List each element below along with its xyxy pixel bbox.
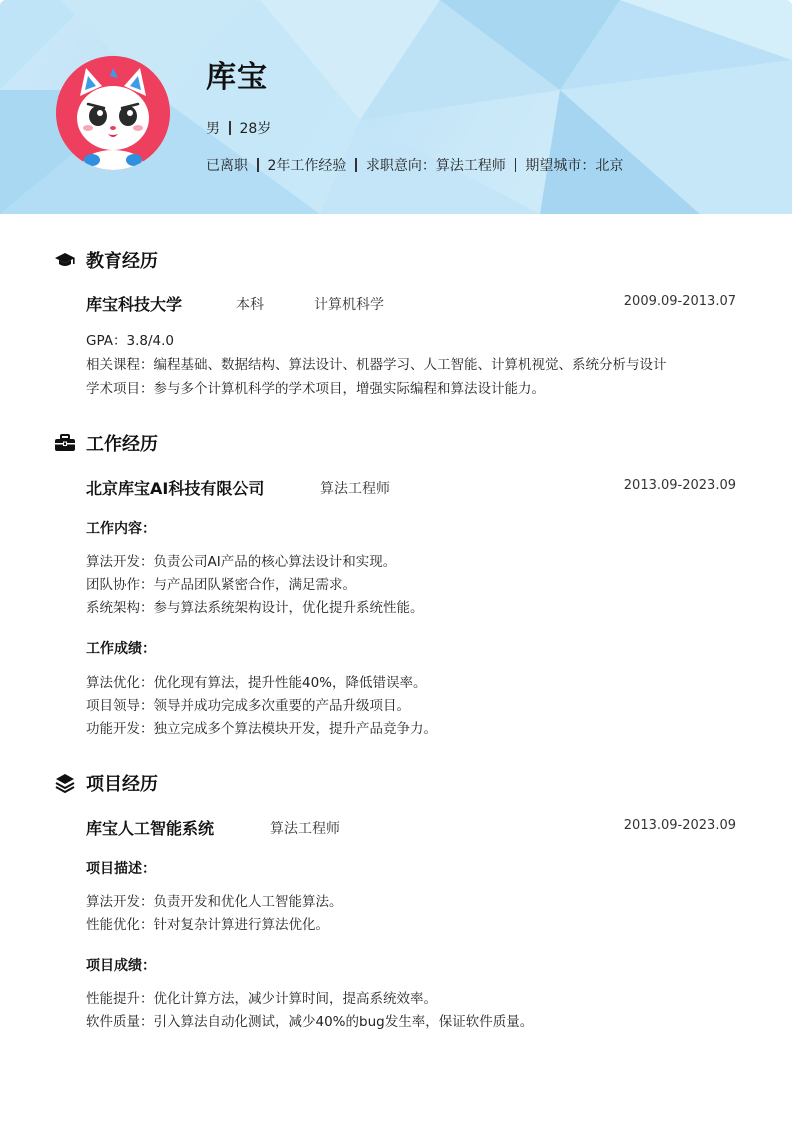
- work-result-line: 项目领导：领导并成功完成多次重要的产品升级项目。: [86, 698, 410, 714]
- education-date: 2009.09-2013.07: [623, 294, 736, 309]
- project-desc-line: 算法开发：负责开发和优化人工智能算法。: [86, 894, 343, 910]
- city-text: 期望城市：北京: [525, 158, 624, 174]
- avatar: [56, 56, 170, 170]
- major-text: 计算机科学: [314, 297, 384, 313]
- degree-text: 本科: [236, 297, 264, 313]
- graduation-cap-icon: [54, 249, 76, 271]
- work-content-title: 工作内容：: [86, 521, 156, 537]
- job-info-line: [206, 155, 623, 175]
- project-section-title: [54, 770, 158, 796]
- work-section-title: [54, 430, 158, 456]
- work-date: 2013.09-2023.09: [623, 478, 736, 493]
- work-result-line: 功能开发：独立完成多个算法模块开发，提升产品竞争力。: [86, 721, 437, 737]
- status-text: 已离职: [206, 158, 248, 174]
- project-result-line: 软件质量：引入算法自动化测试，减少40%的bug发生率，保证软件质量。: [86, 1014, 534, 1030]
- section-title-text: 教育经历: [86, 251, 158, 272]
- briefcase-icon: [54, 432, 76, 454]
- education-line: GPA：3.8/4.0: [86, 333, 174, 349]
- education-line: 学术项目：参与多个计算机科学的学术项目，增强实际编程和算法设计能力。: [86, 381, 545, 397]
- layers-icon: [54, 772, 76, 794]
- project-date: 2013.09-2023.09: [623, 818, 736, 833]
- education-line: 相关课程：编程基础、数据结构、算法设计、机器学习、人工智能、计算机视觉、系统分析与设计: [86, 357, 667, 373]
- project-role-text: 算法工程师: [270, 821, 340, 837]
- section-title-text: 工作经历: [86, 434, 158, 455]
- work-results-title: 工作成绩：: [86, 641, 156, 657]
- section-title-text: 项目经历: [86, 774, 158, 795]
- work-header-row: [86, 476, 736, 498]
- separator: [355, 158, 357, 172]
- project-results-title: 项目成绩：: [86, 958, 156, 974]
- work-role-text: 算法工程师: [320, 481, 390, 497]
- experience-text: 2年工作经验: [267, 158, 347, 174]
- work-content-line: 系统架构：参与算法系统架构设计，优化提升系统性能。: [86, 600, 424, 616]
- project-result-line: 性能提升：优化计算方法，减少计算时间，提高系统效率。: [86, 991, 437, 1007]
- work-content-line: 团队协作：与产品团队紧密合作，满足需求。: [86, 577, 356, 593]
- separator: [229, 121, 231, 135]
- basic-info-line: [206, 118, 271, 138]
- project-desc-line: 性能优化：针对复杂计算进行算法优化。: [86, 917, 329, 933]
- project-name: 库宝人工智能系统: [86, 819, 215, 838]
- project-desc-title: 项目描述：: [86, 861, 156, 877]
- candidate-name: 库宝: [206, 60, 268, 95]
- intention-text: 求职意向：算法工程师: [365, 158, 506, 174]
- company-name: 北京库宝AI科技有限公司: [86, 479, 265, 498]
- age-text: 28岁: [239, 121, 272, 137]
- work-result-line: 算法优化：优化现有算法，提升性能40%，降低错误率。: [86, 675, 427, 691]
- resume-header: [0, 0, 792, 214]
- gender-text: 男: [206, 121, 220, 137]
- school-name: 库宝科技大学: [86, 295, 183, 314]
- separator: [257, 158, 259, 172]
- education-header-row: [86, 292, 736, 314]
- separator: [515, 158, 517, 172]
- cat-mascot-icon: [56, 56, 170, 170]
- work-content-line: 算法开发：负责公司AI产品的核心算法设计和实现。: [86, 554, 397, 570]
- education-section-title: [54, 247, 158, 273]
- project-header-row: [86, 816, 736, 838]
